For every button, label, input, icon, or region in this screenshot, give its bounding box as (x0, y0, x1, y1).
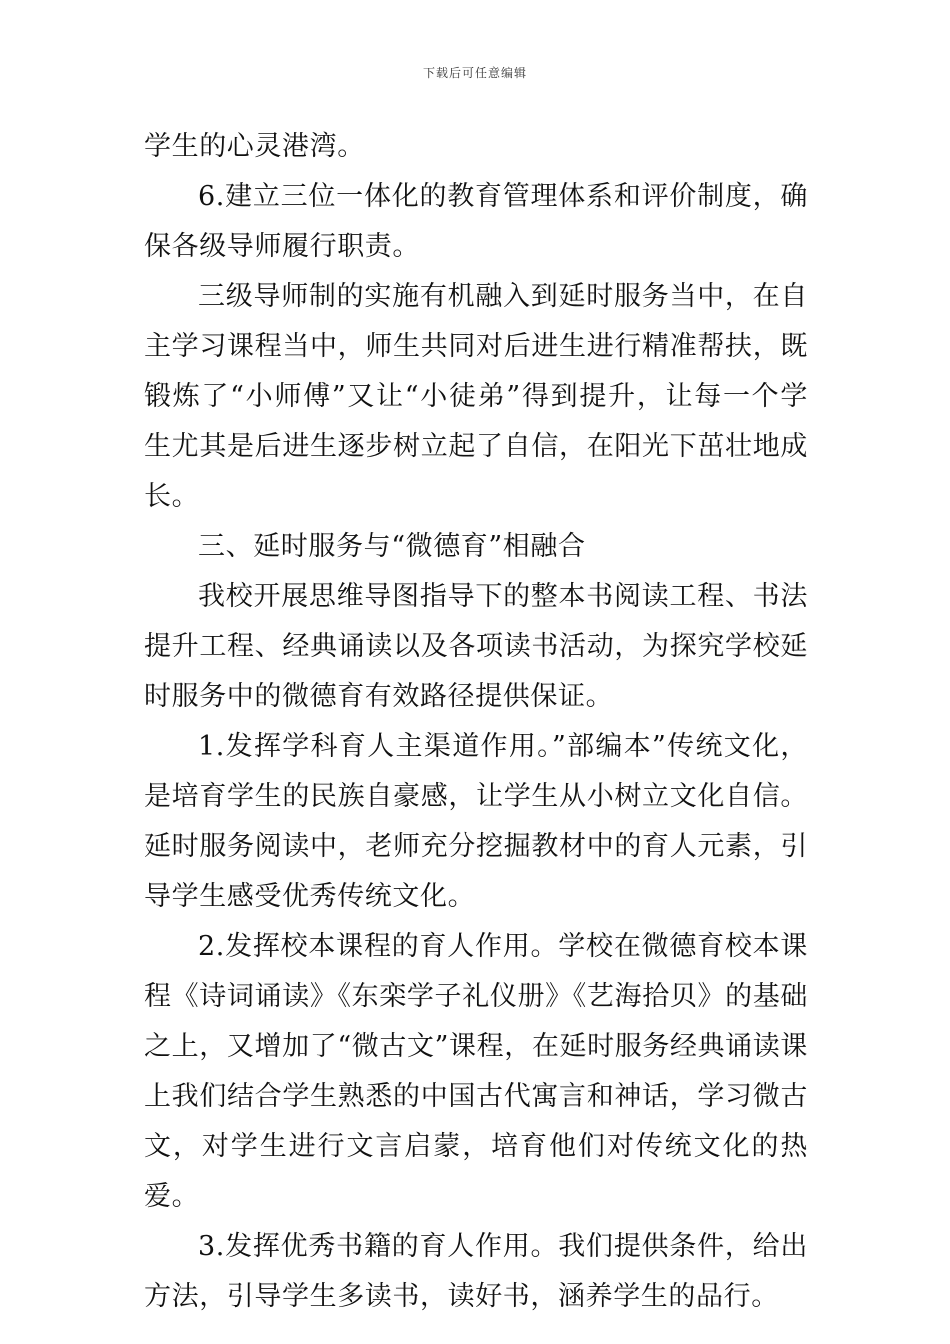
paragraph: 学生的心灵港湾。 (144, 131, 365, 162)
paragraph: 2.发挥校本课程的育人作用。学校在微德育校本课程《诗词诵读》《东栾学子礼仪册》《艺海拾贝》的基础之上，又增加了“微古文”课程，在延时服务经典诵读课上我们结合学生熟悉的中国古代寓言和神话，学习微古文，对学生进行文言启蒙，培育他们对传统文化的热爱。 (144, 931, 808, 1212)
page-header: 下载后可任意编辑 (422, 66, 527, 80)
paragraph: 我校开展思维导图指导下的整本书阅读工程、书法提升工程、经典诵读以及各项读书活动，为探究学校延时服务中的微德育有效路径提供保证。 (144, 581, 808, 712)
body-content (144, 122, 808, 1322)
section-heading: 三、延时服务与“微德育”相融合 (198, 531, 586, 562)
paragraph: 6.建立三位一体化的教育管理体系和评价制度，确保各级导师履行职责。 (144, 181, 808, 262)
paragraph: 1.发挥学科育人主渠道作用。”部编本”传统文化，是培育学生的民族自豪感，让学生从小树立文化自信。延时服务阅读中，老师充分挖掘教材中的育人元素，引导学生感受优秀传统文化。 (144, 731, 808, 912)
paragraph: 三级导师制的实施有机融入到延时服务当中，在自主学习课程当中，师生共同对后进生进行精准帮扶，既锻炼了“小师傅”又让“小徒弟”得到提升，让每一个学生尤其是后进生逐步树立起了自信，在阳光下茁壮地成长。 (144, 281, 808, 512)
paragraph: 3.发挥优秀书籍的育人作用。我们提供条件，给出方法，引导学生多读书，读好书，涵养学生的品行。 (144, 1231, 808, 1312)
